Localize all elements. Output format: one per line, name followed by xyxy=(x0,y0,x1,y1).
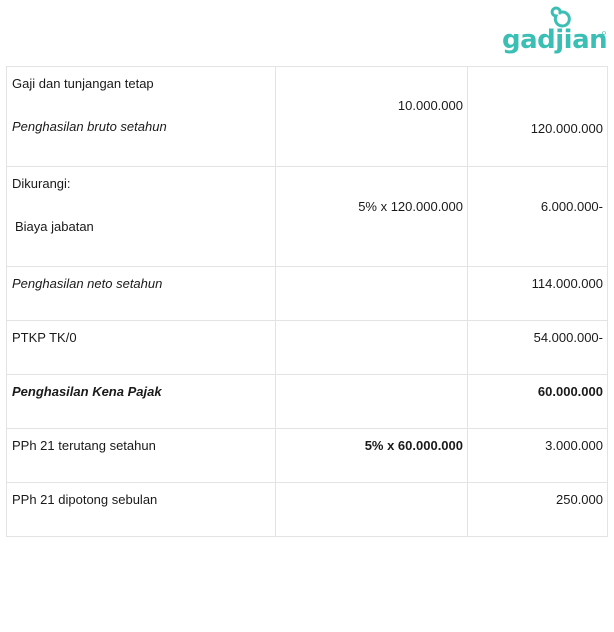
row-right-value: 250.000 xyxy=(556,492,603,507)
table-row xyxy=(7,429,608,483)
gadjian-logo xyxy=(500,6,610,56)
row-label: Dikurangi: xyxy=(12,176,71,191)
row-mid-value xyxy=(276,375,467,384)
row-sublabel: Penghasilan bruto setahun xyxy=(12,119,167,134)
pph21-calculation-table xyxy=(6,66,608,537)
row-mid-value xyxy=(276,267,467,276)
table-row xyxy=(7,67,608,167)
row-mid-value: 5% x 120.000.000 xyxy=(358,199,463,214)
row-right-value: 120.000.000 xyxy=(530,121,603,136)
row-right-value: 114.000.000 xyxy=(531,276,603,291)
row-label: Penghasilan neto setahun xyxy=(12,276,163,291)
table-row xyxy=(7,321,608,375)
table-row xyxy=(7,267,608,321)
row-right-value: 3.000.000 xyxy=(545,438,603,453)
row-sublabel: Biaya jabatan xyxy=(15,219,94,234)
row-label: PPh 21 dipotong sebulan xyxy=(12,492,158,507)
row-label: PTKP TK/0 xyxy=(12,330,77,345)
row-label: PPh 21 terutang setahun xyxy=(12,438,156,453)
row-mid-value xyxy=(276,321,467,330)
row-right-value: 54.000.000- xyxy=(533,330,603,345)
row-mid-value: 10.000.000 xyxy=(397,98,463,113)
table-row xyxy=(7,375,608,429)
table-row xyxy=(7,483,608,537)
table-row xyxy=(7,167,608,267)
row-mid-value: 5% x 60.000.000 xyxy=(364,438,463,453)
row-mid-value xyxy=(276,483,467,492)
row-label: Penghasilan Kena Pajak xyxy=(12,384,162,399)
row-label: Gaji dan tunjangan tetap xyxy=(12,76,154,91)
logo-wordmark: gadjian xyxy=(502,25,608,55)
row-right-value: 60.000.000 xyxy=(537,384,603,399)
row-right-value: 6.000.000- xyxy=(540,199,603,214)
